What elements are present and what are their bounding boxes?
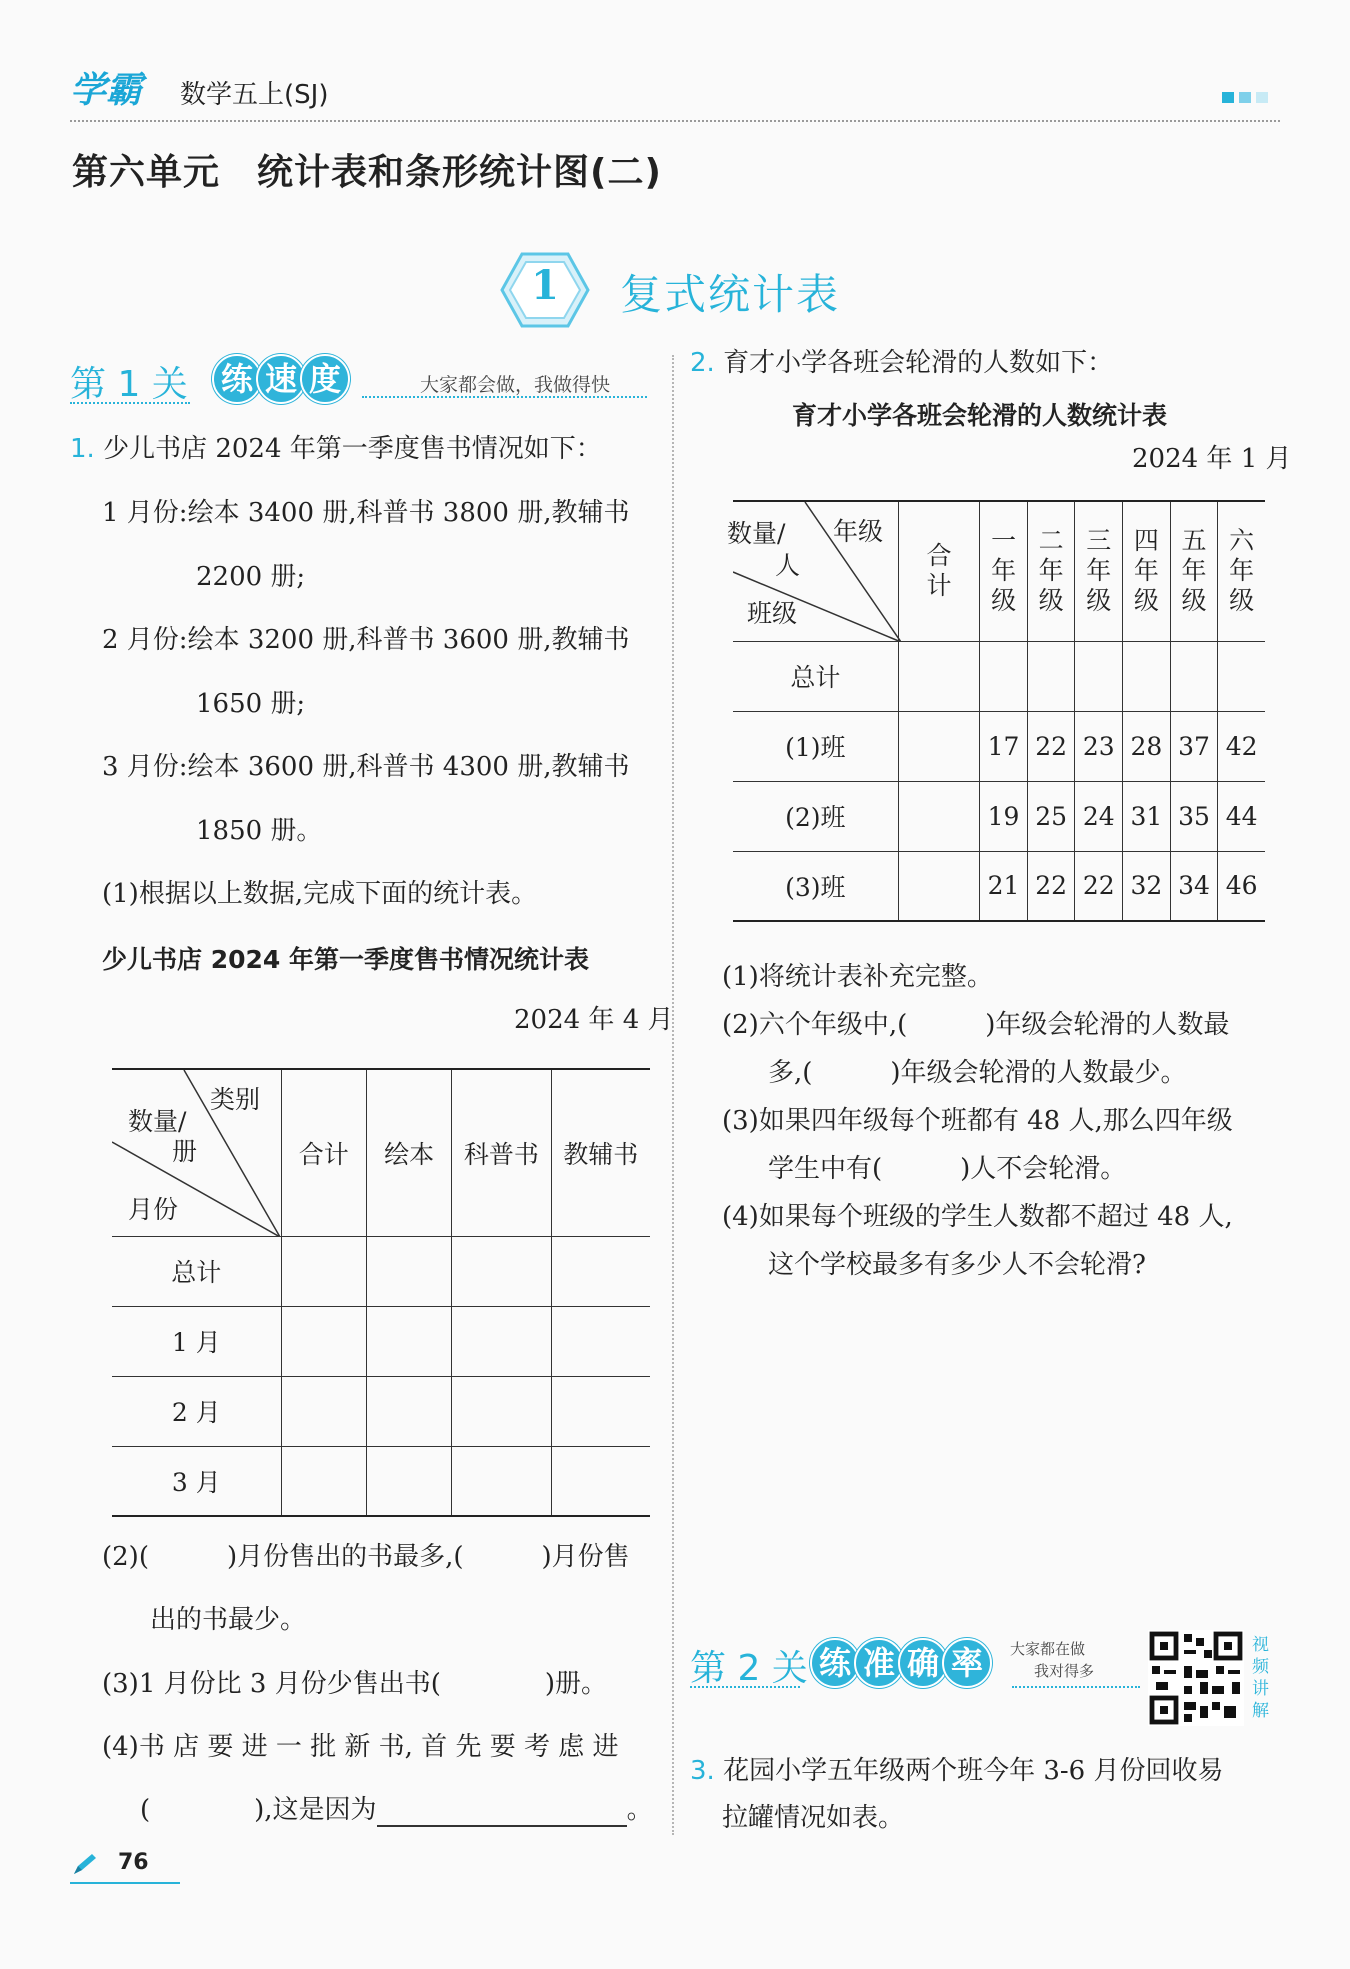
table-cell: 46 — [1218, 851, 1265, 921]
row-header: 1 月 — [112, 1306, 281, 1376]
q1-table-date: 2024 年 4 月 — [514, 1005, 674, 1035]
q1-sub4a: (4)书 店 要 进 一 批 新 书, 首 先 要 考 虑 进 — [102, 1732, 619, 1762]
row-header: 总计 — [733, 641, 898, 711]
page-number: 76 — [118, 1850, 149, 1875]
badge: 速 — [256, 354, 306, 404]
level2-label: 第 2 关 — [690, 1648, 808, 1689]
answer-cell[interactable] — [366, 1446, 451, 1516]
answer-cell[interactable] — [898, 781, 980, 851]
corner-middle-label: 数量/ — [727, 519, 786, 548]
column-header-total: 合 计 — [898, 501, 980, 641]
level2-slogan-line2: 我对得多 — [1034, 1662, 1095, 1680]
q1-number: 1. — [70, 434, 95, 464]
corner-top-label: 类别 — [210, 1085, 261, 1114]
answer-cell[interactable] — [980, 641, 1028, 711]
q2-intro — [690, 346, 1113, 380]
column-header: 绘本 — [366, 1069, 451, 1236]
table-cell: 22 — [1027, 711, 1075, 781]
corner-top-label: 年级 — [833, 517, 884, 546]
table-cell: 24 — [1075, 781, 1123, 851]
table-row — [733, 641, 1265, 711]
answer-cell[interactable] — [1218, 641, 1265, 711]
row-header: (3)班 — [733, 851, 898, 921]
level1-label: 第 1 关 — [70, 364, 188, 405]
pencil-icon — [70, 1852, 98, 1878]
table-cell: 22 — [1075, 851, 1123, 921]
q1-sub4-end: 。 — [626, 1795, 653, 1825]
column-header-grade: 二 年 级 — [1027, 501, 1075, 641]
answer-cell[interactable] — [452, 1306, 551, 1376]
q1-table — [112, 1068, 650, 1517]
unit-title: 第六单元 统计表和条形统计图(二) — [72, 152, 662, 193]
q1-line: 1650 册; — [196, 689, 306, 719]
q2-sub2b: 多,( )年级会轮滑的人数最少。 — [768, 1058, 1187, 1088]
answer-cell[interactable] — [452, 1236, 551, 1306]
table-cell: 23 — [1075, 711, 1123, 781]
answer-cell[interactable] — [551, 1236, 650, 1306]
corner-bottom-label: 班级 — [747, 599, 798, 628]
page-header — [70, 62, 1280, 122]
q1-sub4b: ( ),这是因为 — [140, 1795, 377, 1825]
badge: 确 — [898, 1638, 948, 1688]
q3-line1-text: 花园小学五年级两个班今年 3-6 月份回收易 — [723, 1756, 1224, 1786]
table-cell: 25 — [1027, 781, 1075, 851]
q1-line: 1 月份:绘本 3400 册,科普书 3800 册,教辅书 — [102, 498, 630, 528]
column-header: 教辅书 — [551, 1069, 650, 1236]
answer-cell[interactable] — [281, 1306, 366, 1376]
table-cell: 19 — [980, 781, 1028, 851]
level2-badges — [816, 1638, 992, 1688]
answer-cell[interactable] — [898, 641, 980, 711]
q1-sub2b: 出的书最少。 — [150, 1605, 307, 1635]
table-cell: 21 — [980, 851, 1028, 921]
q2-table — [727, 500, 1265, 922]
badge: 率 — [942, 1638, 992, 1688]
answer-cell[interactable] — [366, 1376, 451, 1446]
section-number: 1 — [531, 262, 559, 309]
table-cell: 34 — [1170, 851, 1218, 921]
brand-logo: 学霸 — [70, 70, 143, 111]
row-header: 2 月 — [112, 1376, 281, 1446]
badge: 度 — [300, 354, 350, 404]
table-row — [733, 851, 1265, 921]
answer-cell[interactable] — [452, 1376, 551, 1446]
answer-cell[interactable] — [551, 1446, 650, 1516]
q1-line: 2 月份:绘本 3200 册,科普书 3600 册,教辅书 — [102, 625, 630, 655]
answer-blank[interactable] — [377, 1799, 627, 1827]
table-cell: 44 — [1218, 781, 1265, 851]
level1-banner — [70, 352, 645, 408]
column-header-grade: 六 年 级 — [1218, 501, 1265, 641]
corner-bottom-label: 月份 — [128, 1195, 179, 1224]
book-title: 数学五上(SJ) — [180, 80, 329, 110]
page-footer — [70, 1848, 180, 1884]
table-cell: 28 — [1123, 711, 1171, 781]
answer-cell[interactable] — [452, 1446, 551, 1516]
q1-sub1: (1)根据以上数据,完成下面的统计表。 — [102, 879, 538, 909]
answer-cell[interactable] — [281, 1446, 366, 1516]
q3-line2: 拉罐情况如表。 — [722, 1803, 905, 1833]
answer-cell[interactable] — [1027, 641, 1075, 711]
corner-middle-label: 数量/ — [128, 1107, 187, 1136]
q2-number: 2. — [690, 348, 715, 378]
column-header-grade: 四 年 级 — [1123, 501, 1171, 641]
corner-middle-label2: 册 — [172, 1137, 198, 1166]
row-header: (2)班 — [733, 781, 898, 851]
badge: 练 — [212, 354, 262, 404]
level2-slogan-line1: 大家都在做 — [1010, 1640, 1086, 1658]
q1-line: 2200 册; — [196, 562, 306, 592]
answer-cell[interactable] — [898, 851, 980, 921]
column-header-grade: 三 年 级 — [1075, 501, 1123, 641]
column-header-grade: 一 年 级 — [980, 501, 1028, 641]
answer-cell[interactable] — [1123, 641, 1171, 711]
table-cell: 37 — [1170, 711, 1218, 781]
q3-line1 — [690, 1754, 1223, 1788]
column-divider — [672, 355, 674, 1835]
q1-line: 1850 册。 — [196, 816, 323, 846]
answer-cell[interactable] — [1170, 641, 1218, 711]
badge: 准 — [854, 1638, 904, 1688]
table-row — [733, 711, 1265, 781]
answer-cell[interactable] — [366, 1236, 451, 1306]
corner-middle-label2: 人 — [775, 551, 801, 580]
q2-table-date: 2024 年 1 月 — [1132, 444, 1292, 474]
row-header: (1)班 — [733, 711, 898, 781]
answer-cell[interactable] — [551, 1376, 650, 1446]
q1-intro — [70, 432, 602, 466]
row-header: 3 月 — [112, 1446, 281, 1516]
level2-banner — [690, 1636, 1140, 1692]
badge: 练 — [810, 1638, 860, 1688]
q1-sub4b-row — [140, 1793, 653, 1827]
q2-table-corner — [727, 501, 898, 641]
level1-badges — [218, 354, 350, 404]
q2-sub3b: 学生中有( )人不会轮滑。 — [768, 1154, 1127, 1184]
q2-sub2a: (2)六个年级中,( )年级会轮滑的人数最 — [722, 1010, 1230, 1040]
answer-cell[interactable] — [366, 1306, 451, 1376]
q2-sub4a: (4)如果每个班级的学生人数都不超过 48 人, — [722, 1202, 1233, 1232]
row-header: 总计 — [112, 1236, 281, 1306]
q2-sub3a: (3)如果四年级每个班都有 48 人,那么四年级 — [722, 1106, 1233, 1136]
table-row — [733, 781, 1265, 851]
section-title: 复式统计表 — [620, 270, 841, 319]
column-header-grade: 五 年 级 — [1170, 501, 1218, 641]
level1-slogan: 大家都会做，我做得快 — [420, 374, 611, 396]
q2-table-caption: 育才小学各班会轮滑的人数统计表 — [792, 401, 1168, 430]
answer-cell[interactable] — [551, 1306, 650, 1376]
qr-code-icon[interactable] — [1148, 1630, 1244, 1726]
column-header: 合计 — [281, 1069, 366, 1236]
q1-sub2a: (2)( )月份售出的书最多,( )月份售 — [102, 1542, 630, 1572]
answer-cell[interactable] — [898, 711, 980, 781]
q3-number: 3. — [690, 1756, 715, 1786]
q1-table-caption: 少儿书店 2024 年第一季度售书情况统计表 — [102, 945, 589, 974]
answer-cell[interactable] — [281, 1236, 366, 1306]
q1-sub3: (3)1 月份比 3 月份少售出书( )册。 — [102, 1669, 607, 1699]
q2-sub4b: 这个学校最多有多少人不会轮滑? — [768, 1250, 1146, 1280]
header-decoration — [1217, 88, 1268, 107]
table-cell: 32 — [1123, 851, 1171, 921]
q1-table-corner — [112, 1069, 281, 1236]
answer-cell[interactable] — [1075, 641, 1123, 711]
table-cell: 42 — [1218, 711, 1265, 781]
answer-cell[interactable] — [281, 1376, 366, 1446]
column-header: 科普书 — [452, 1069, 551, 1236]
q2-intro-text: 育才小学各班会轮滑的人数如下： — [723, 348, 1114, 378]
table-cell: 35 — [1170, 781, 1218, 851]
table-cell: 31 — [1123, 781, 1171, 851]
q1-line: 3 月份:绘本 3600 册,科普书 4300 册,教辅书 — [102, 752, 630, 782]
table-cell: 22 — [1027, 851, 1075, 921]
q2-sub1: (1)将统计表补充完整。 — [722, 962, 993, 992]
video-label: 视 频 讲 解 — [1252, 1635, 1269, 1721]
table-cell: 17 — [980, 711, 1028, 781]
q1-intro-text: 少儿书店 2024 年第一季度售书情况如下： — [103, 434, 602, 464]
